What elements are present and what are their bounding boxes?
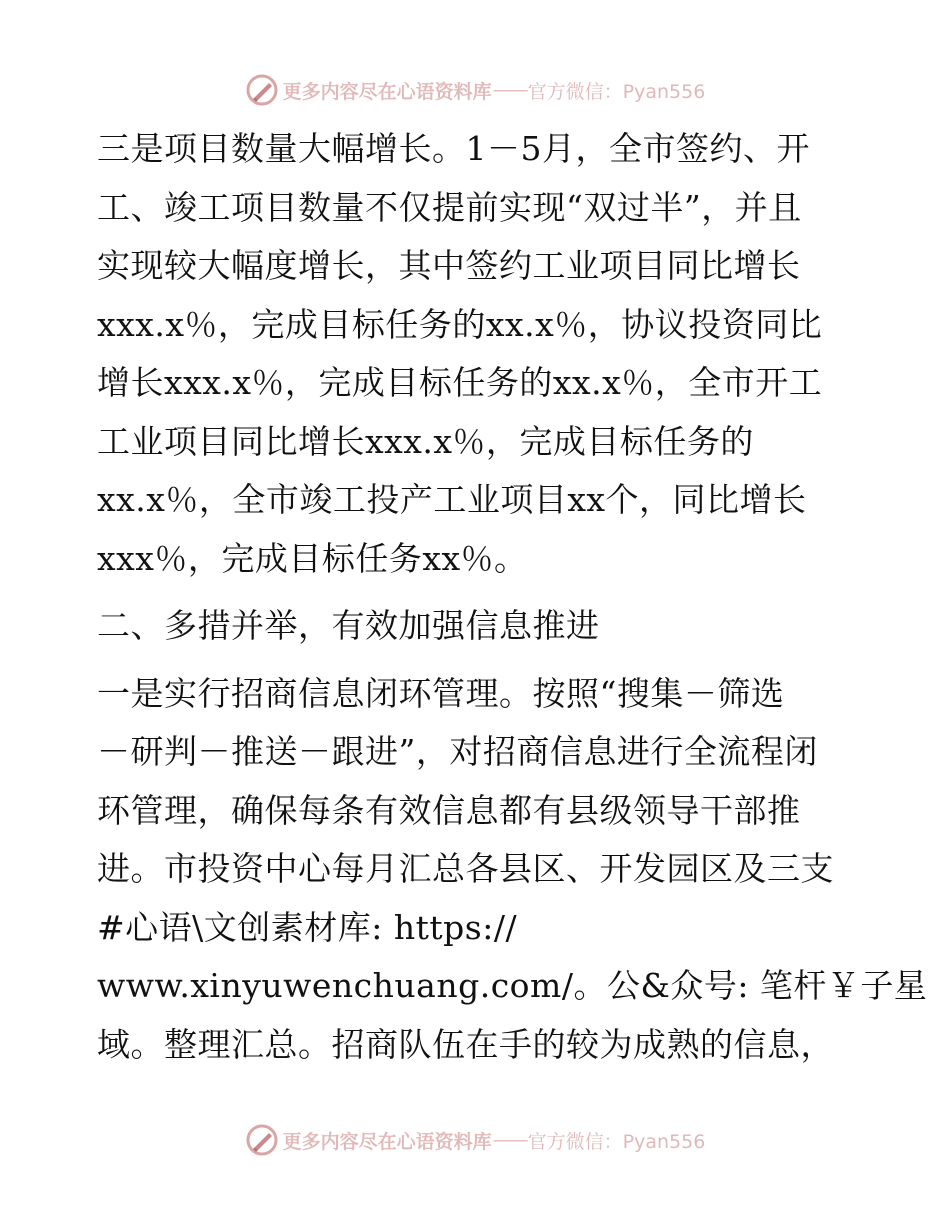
text-line: 一是实行招商信息闭环管理。按照“搜集－筛选 <box>97 673 785 713</box>
text-line: －研判－推送－跟进”，对招商信息进行全流程闭 <box>97 732 818 771</box>
text-line: 工、竣工项目数量不仅提前实现“双过半”，并且 <box>97 187 802 227</box>
text-line: 环管理，确保每条有效信息都有县级领导干部推 <box>97 790 801 830</box>
section-heading <box>97 597 857 656</box>
watermark-separator: —— <box>492 79 527 101</box>
watermark-separator: —— <box>492 1129 527 1151</box>
text-line: 工业项目同比增长xxx.x％，完成目标任务的 <box>97 421 754 461</box>
red-pen-circle-logo-icon <box>245 73 279 107</box>
paragraph <box>97 665 928 1075</box>
text-line: #心语\文创素材库: https:// <box>97 907 518 947</box>
text-line: xxx％，完成目标任务xx％。 <box>97 538 528 578</box>
text-line: 进。市投资中心每月汇总各县区、开发园区及三支 <box>97 849 834 888</box>
text-line: 二、多措并举，有效加强信息推进 <box>97 606 600 645</box>
text-line: 三是项目数量大幅增长。1－5月，全市签约、开 <box>97 129 810 168</box>
watermark-site-text: 更多内容尽在心语资料库 <box>282 1130 492 1153</box>
text-line: xx.x％，全市竣工投产工业项目xx个，同比增长 <box>97 480 807 519</box>
watermark-site-text: 更多内容尽在心语资料库 <box>282 80 492 103</box>
paragraph <box>97 120 857 588</box>
watermark-wechat-text: 官方微信：Pyan556 <box>527 1130 706 1153</box>
watermark-banner-top <box>0 70 950 110</box>
red-pen-circle-logo-icon <box>245 1123 279 1157</box>
text-line: xxx.x％，完成目标任务的xx.x％，协议投资同比 <box>97 304 823 344</box>
watermark-banner-bottom <box>0 1120 950 1160</box>
text-line: 域。整理汇总。招商队伍在手的较为成熟的信息， <box>97 1024 834 1064</box>
watermark-wechat-text: 官方微信：Pyan556 <box>527 80 706 103</box>
text-line: www.xinyuwenchuang.com/。公&众号: 笔杆￥子星 <box>97 966 928 1005</box>
text-line: 增长xxx.x％，完成目标任务的xx.x％，全市开工 <box>97 363 823 402</box>
text-line: 实现较大幅度增长，其中签约工业项目同比增长 <box>97 246 801 285</box>
document-body <box>97 120 928 1074</box>
